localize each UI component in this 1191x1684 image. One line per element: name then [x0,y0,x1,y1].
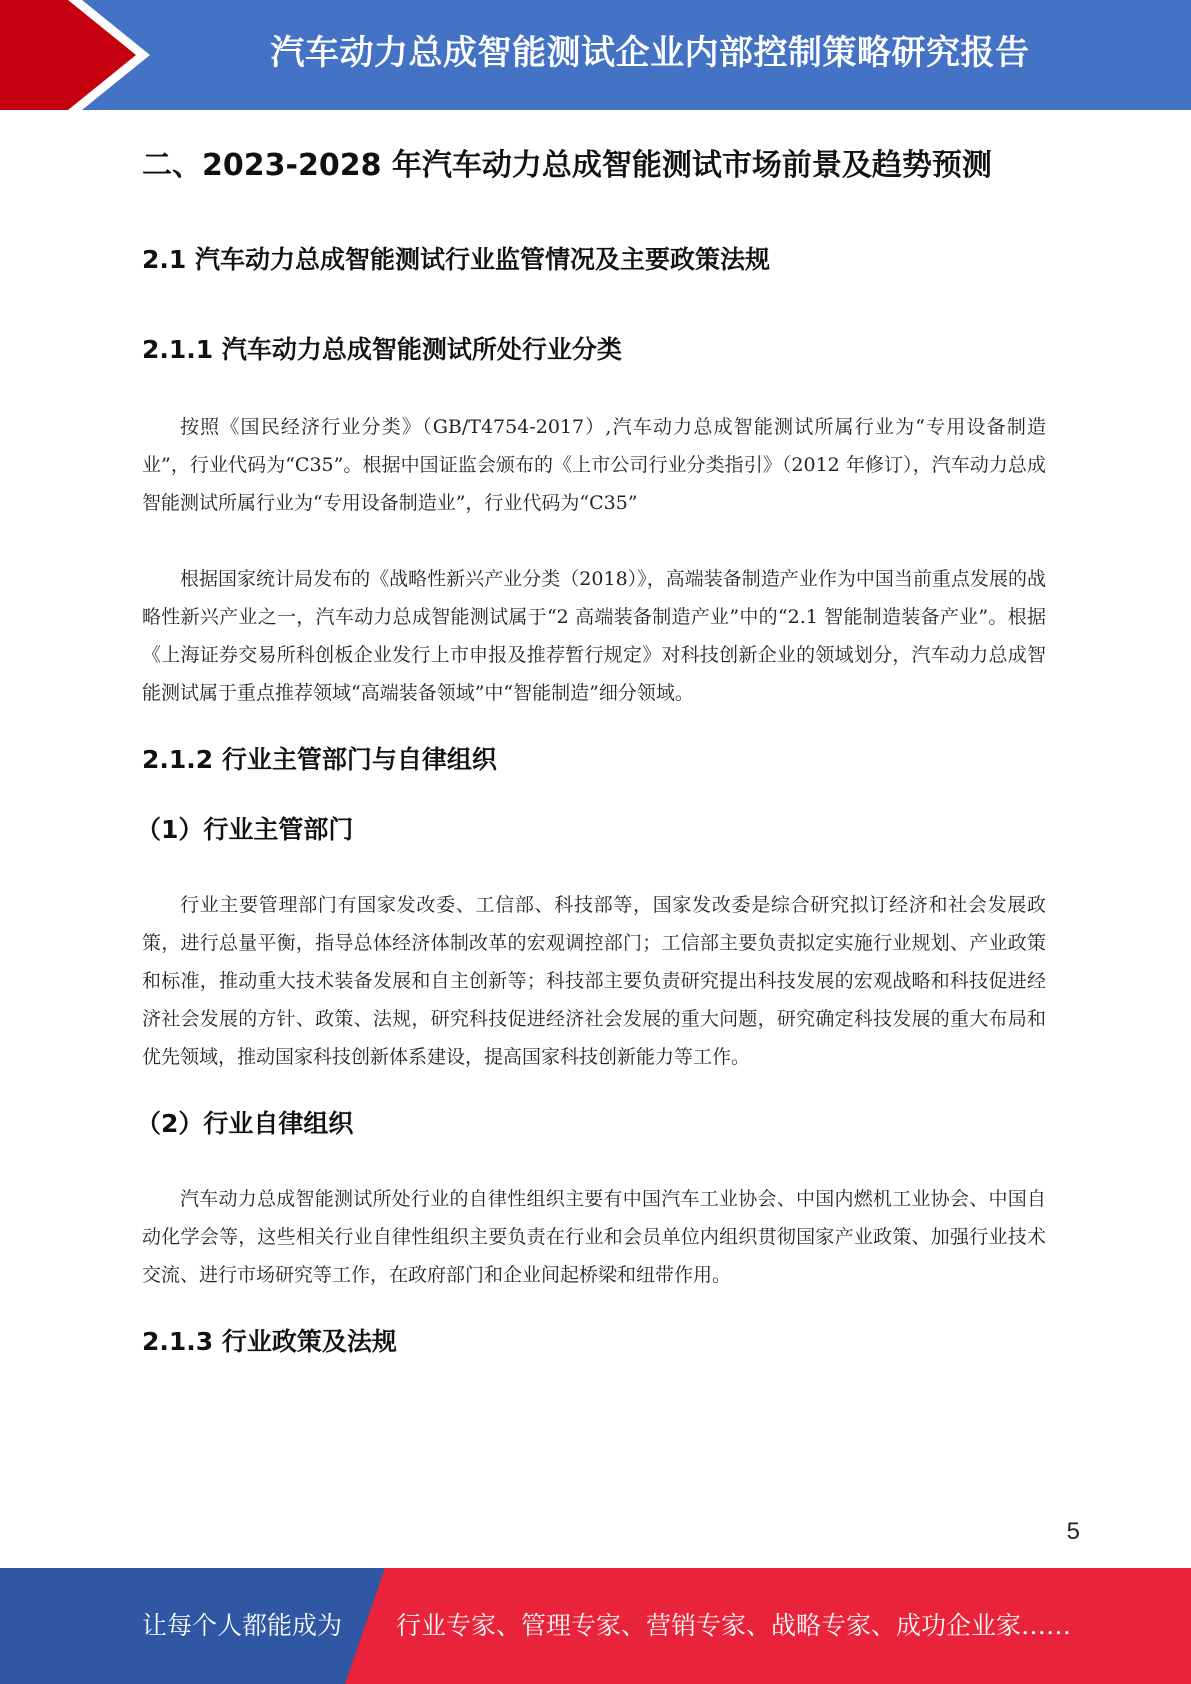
paragraph-industry-classification: 按照《国民经济行业分类》（GB/T4754-2017）,汽车动力总成智能测试所属行业为“专用设备制造业”，行业代码为“C35”。根据中国证监会颁布的《上市公司行业分类指引》（2012 年修订），汽车动力总成智能测试所属行业为“专用设备制造业”，行业代码为“C35” [142,416,1046,514]
heading-authority: （1）行业主管部门 [136,815,354,844]
footer-banner [0,1568,1191,1684]
paragraph-authority: 行业主要管理部门有国家发改委、工信部、科技部等，国家发改委是综合研究拟订经济和社会发展政策，进行总量平衡，指导总体经济体制改革的宏观调控部门；工信部主要负责拟定实施行业规划、产业政策和标准，推动重大技术装备发展和自主创新等；科技部主要负责研究提出科技发展的宏观战略和科技促进经济社会发展的方针、政策、法规，研究科技促进经济社会发展的重大问题，研究确定科技发展的重大布局和优先领域，推动国家科技创新体系建设，提高国家科技创新能力等工作。 [142,894,1046,1068]
footer-slogan-left: 让每个人都能成为 [142,1611,343,1640]
heading-2-1-3: 2.1.3 行业政策及法规 [142,1327,397,1356]
heading-2-1-2: 2.1.2 行业主管部门与自律组织 [142,745,497,774]
page-number: 5 [1066,1518,1080,1545]
heading-self-regulation: （2）行业自律组织 [136,1109,354,1138]
footer-slogan-right: 行业专家、管理专家、营销专家、战略专家、成功企业家…… [396,1611,1072,1640]
paragraph-strategic-industry: 根据国家统计局发布的《战略性新兴产业分类（2018）》，高端装备制造产业作为中国当前重点发展的战略性新兴产业之一，汽车动力总成智能测试属于“2 高端装备制造产业”中的“2.1 智能制造装备产业”。根据《上海证券交易所科创板企业发行上市申报及推荐暂行规定》对科技创新企业的领域划分，汽车动力总成智能测试属于重点推荐领域“高端装备领域”中“智能制造”细分领域。 [142,568,1046,704]
heading-2-1-1: 2.1.1 汽车动力总成智能测试所处行业分类 [142,335,622,364]
report-title: 汽车动力总成智能测试企业内部控制策略研究报告 [270,33,1030,73]
header-red-chevron-shape [0,0,136,110]
heading-2-1: 2.1 汽车动力总成智能测试行业监管情况及主要政策法规 [142,245,770,274]
page-content [136,130,1046,1362]
header-banner [0,0,1191,110]
section-title: 二、2023-2028 年汽车动力总成智能测试市场前景及趋势预测 [142,148,992,183]
paragraph-self-regulation: 汽车动力总成智能测试所处行业的自律性组织主要有中国汽车工业协会、中国内燃机工业协会、中国自动化学会等，这些相关行业自律性组织主要负责在行业和会员单位内组织贯彻国家产业政策、加强行业技术交流、进行市场研究等工作，在政府部门和企业间起桥梁和纽带作用。 [142,1188,1046,1286]
